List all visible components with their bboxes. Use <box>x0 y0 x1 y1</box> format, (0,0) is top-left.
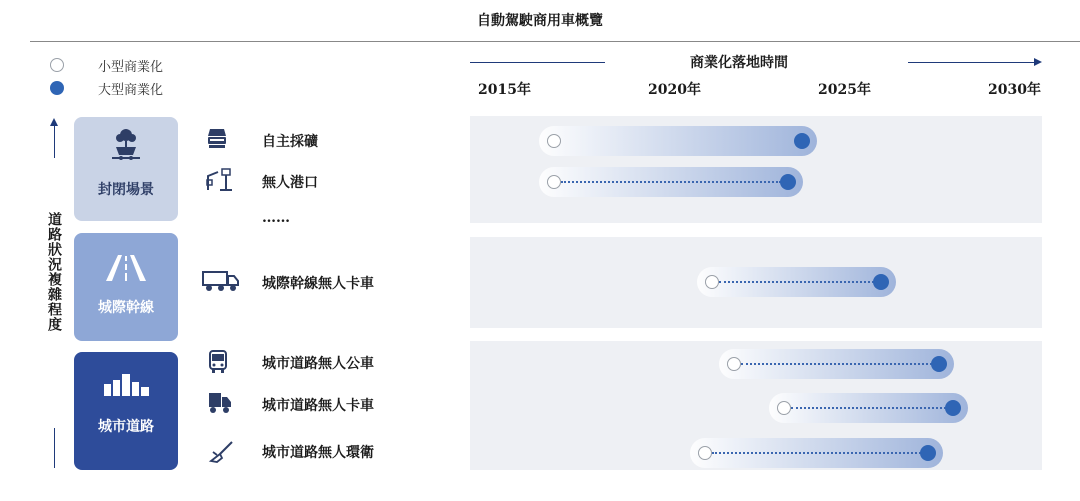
category-label-intercity: 城際幹線 <box>98 300 154 316</box>
legend-large-label: 大型商業化 <box>98 83 164 98</box>
year-label-2015: 2015年 <box>478 82 531 98</box>
category-city-road <box>74 352 178 470</box>
item-label-more: …… <box>262 210 290 226</box>
year-label-2025: 2025年 <box>818 82 871 98</box>
item-label-city-truck: 城市道路無人卡車 <box>262 398 374 414</box>
end-filled-dot-icon <box>794 133 810 149</box>
end-filled-dot-icon <box>780 174 796 190</box>
start-open-dot-icon <box>547 175 561 189</box>
timeline-dotted-line <box>719 281 874 283</box>
diagram-title: 自動駕駛商用車概覽 <box>477 13 603 29</box>
item-label-city-bus: 城市道路無人公車 <box>262 356 374 372</box>
legend-small-label: 小型商業化 <box>98 60 164 75</box>
start-open-dot-icon <box>698 446 712 460</box>
category-closed-scene <box>74 117 178 221</box>
timeline-line-right <box>908 62 1034 63</box>
start-open-dot-icon <box>547 134 561 148</box>
end-filled-dot-icon <box>920 445 936 461</box>
mine-cart-icon <box>110 127 142 161</box>
item-label-city-sanitation: 城市道路無人環衛 <box>262 445 374 461</box>
timeline-title: 商業化落地時間 <box>690 55 788 71</box>
item-label-port: 無人港口 <box>262 175 318 191</box>
category-intercity <box>74 233 178 341</box>
axis-label: 道路狀況複雜程度 <box>46 212 62 332</box>
timeline-bar <box>539 126 817 156</box>
legend-filled-dot-icon <box>50 81 64 95</box>
start-open-dot-icon <box>777 401 791 415</box>
axis-line-bottom <box>54 428 55 468</box>
city-buildings-icon <box>104 374 150 398</box>
bus-icon <box>208 350 228 374</box>
highway-icon <box>106 253 146 283</box>
mine-truck-icon <box>206 128 228 150</box>
category-label-closed: 封閉場景 <box>98 182 154 198</box>
timeline-line-left <box>470 62 605 63</box>
timeline-dotted-line <box>561 181 781 183</box>
port-crane-icon <box>206 168 232 192</box>
sweeper-icon <box>208 440 234 464</box>
timeline-dotted-line <box>791 407 946 409</box>
truck-icon <box>202 270 240 292</box>
start-open-dot-icon <box>705 275 719 289</box>
category-label-city: 城市道路 <box>98 419 154 435</box>
axis-up-arrow-icon <box>50 118 58 126</box>
legend-open-dot-icon <box>50 58 64 72</box>
year-label-2030: 2030年 <box>988 82 1041 98</box>
timeline-dotted-line <box>712 452 921 454</box>
timeline-arrow-icon <box>1034 58 1042 66</box>
end-filled-dot-icon <box>931 356 947 372</box>
year-label-2020: 2020年 <box>648 82 701 98</box>
start-open-dot-icon <box>727 357 741 371</box>
delivery-truck-icon <box>208 392 232 414</box>
title-divider <box>30 41 1080 42</box>
timeline-dotted-line <box>741 363 932 365</box>
axis-line-top <box>54 126 55 158</box>
item-label-intercity-truck: 城際幹線無人卡車 <box>262 276 374 292</box>
item-label-mining: 自主採礦 <box>262 134 318 150</box>
